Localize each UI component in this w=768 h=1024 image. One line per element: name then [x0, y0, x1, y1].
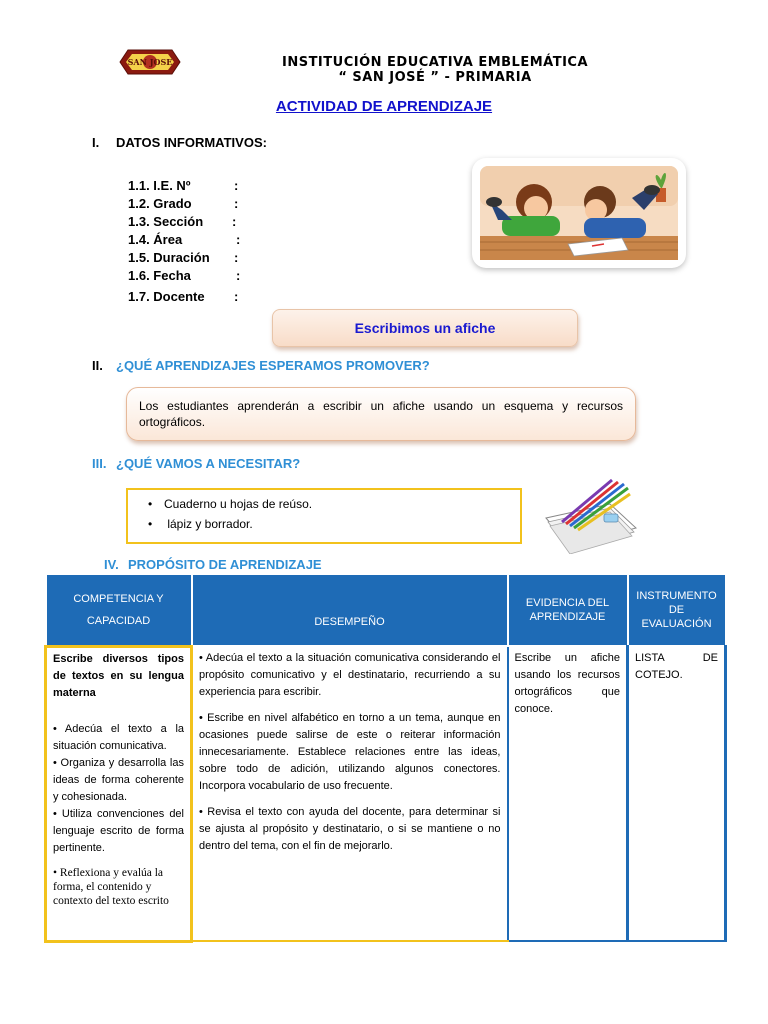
logo-text: SAN JOSE	[127, 57, 173, 67]
header-text: INSTRUMENTO	[636, 590, 717, 602]
dato-row	[128, 231, 241, 249]
dato-row	[128, 213, 237, 231]
header-text: COMPETENCIA Y	[73, 592, 164, 605]
list-item	[148, 494, 520, 514]
header-text: CAPACIDAD	[86, 614, 151, 627]
dato-colon: :	[234, 250, 239, 265]
dato-row	[128, 195, 239, 213]
capacidad-item: • Organiza y desarrolla las ideas de forma coherente y cohesionada.	[53, 756, 184, 803]
competencia-text: Escribe diversos tipos de textos en su lengua materna	[53, 652, 184, 699]
header-instrumento	[628, 574, 726, 646]
header-desempeno: DESEMPEÑO	[192, 574, 508, 646]
dato-label: 1.5. Duración	[128, 250, 210, 265]
dato-colon: :	[234, 178, 239, 193]
header-text: DE	[668, 604, 685, 616]
section-3-number: III.	[92, 456, 107, 471]
table-header-row	[46, 574, 726, 646]
desempeno-item: • Revisa el texto con ayuda del docente, para determinar si se ajusta al propósito y destinatario, o si se mantiene o no dentro del tema, con el fin de mejorarlo.	[199, 806, 501, 852]
section-1-title: DATOS INFORMATIVOS:	[116, 135, 267, 150]
material-text: lápiz y borrador.	[164, 517, 253, 531]
kids-writing-illustration	[472, 158, 686, 268]
datos-list	[128, 177, 241, 306]
dato-colon: :	[236, 268, 241, 283]
header-text: APRENDIZAJE	[529, 611, 606, 623]
desempeno-item: • Adecúa el texto a la situación comunicativa considerando el propósito comunicativo y el destinatario, recurriendo a su experiencia para escribir.	[199, 652, 501, 698]
capacidad-item: • Reflexiona y evalúa la forma, el contenido y contexto del texto escrito	[53, 866, 169, 907]
institution-title	[200, 55, 670, 85]
evidencia-cell: Escribe un afiche usando los recursos ortográficos que conoce.	[508, 646, 628, 941]
table-row	[46, 646, 726, 941]
header-evidencia	[508, 574, 628, 646]
dato-label: 1.7. Docente	[128, 289, 205, 304]
dato-colon: :	[234, 196, 239, 211]
dato-label: 1.6. Fecha	[128, 268, 191, 283]
section-4-number: IV.	[104, 557, 119, 572]
section-2-heading	[92, 358, 430, 373]
topic-title: Escribimos un afiche	[272, 309, 578, 347]
institution-line1: INSTITUCIÓN EDUCATIVA EMBLEMÁTICA	[281, 55, 589, 70]
bullet-icon: •	[148, 497, 153, 511]
dato-label: 1.1. I.E. Nº	[128, 178, 191, 193]
instrumento-cell: LISTA DE COTEJO.	[628, 646, 726, 941]
learning-goal-box: Los estudiantes aprenderán a escribir un afiche usando un esquema y recursos ortográficos.	[126, 387, 636, 441]
purpose-table	[44, 573, 727, 943]
materials-box	[126, 488, 522, 544]
header-text: EVIDENCIA DEL	[525, 597, 610, 609]
dato-colon: :	[236, 232, 241, 247]
desempeno-item: • Escribe en nivel alfabético en torno a un tema, aunque en ocasiones puede salirse de este o reiterar información innecesariamente. Establece relaciones entre las ideas, sobre todo de adición, utilizando algunos conectores. Incorpora vocabulario de uso frecuente.	[199, 712, 501, 792]
institution-line2: “ SAN JOSÉ ” - PRIMARIA	[338, 70, 532, 85]
dato-row	[128, 177, 239, 195]
dato-row	[128, 267, 241, 285]
dato-label: 1.4. Área	[128, 232, 183, 247]
section-4-title: PROPÓSITO DE APRENDIZAJE	[128, 557, 322, 572]
list-item	[148, 514, 520, 534]
section-2-number: II.	[92, 358, 103, 373]
section-3-heading	[92, 456, 300, 471]
bullet-icon: •	[148, 517, 153, 531]
capacidad-item: • Adecúa el texto a la situación comunicativa.	[53, 722, 184, 752]
activity-title: ACTIVIDAD DE APRENDIZAJE	[275, 98, 493, 115]
desempeno-cell	[192, 646, 508, 941]
dato-label: 1.3. Sección	[128, 214, 204, 229]
material-text: Cuaderno u hojas de reúso.	[164, 497, 313, 511]
notebook-pencils-illustration	[540, 474, 644, 554]
dato-row	[128, 288, 239, 306]
dato-label: 1.2. Grado	[128, 196, 192, 211]
section-1-number: I.	[92, 135, 100, 150]
header-text: EVALUACIÓN	[641, 618, 712, 630]
competencia-cell	[46, 646, 192, 941]
section-1-heading	[92, 135, 267, 150]
header-competencia	[46, 574, 192, 646]
section-2-title: ¿QUÉ APRENDIZAJES ESPERAMOS PROMOVER?	[116, 358, 430, 373]
dato-colon: :	[232, 214, 237, 229]
dato-colon: :	[234, 289, 239, 304]
section-3-title: ¿QUÉ VAMOS A NECESITAR?	[116, 456, 301, 471]
school-logo	[116, 44, 184, 80]
section-4-heading	[104, 557, 322, 572]
capacidad-item: • Utiliza convenciones del lenguaje escrito de forma pertinente.	[53, 807, 184, 854]
dato-row	[128, 249, 239, 267]
